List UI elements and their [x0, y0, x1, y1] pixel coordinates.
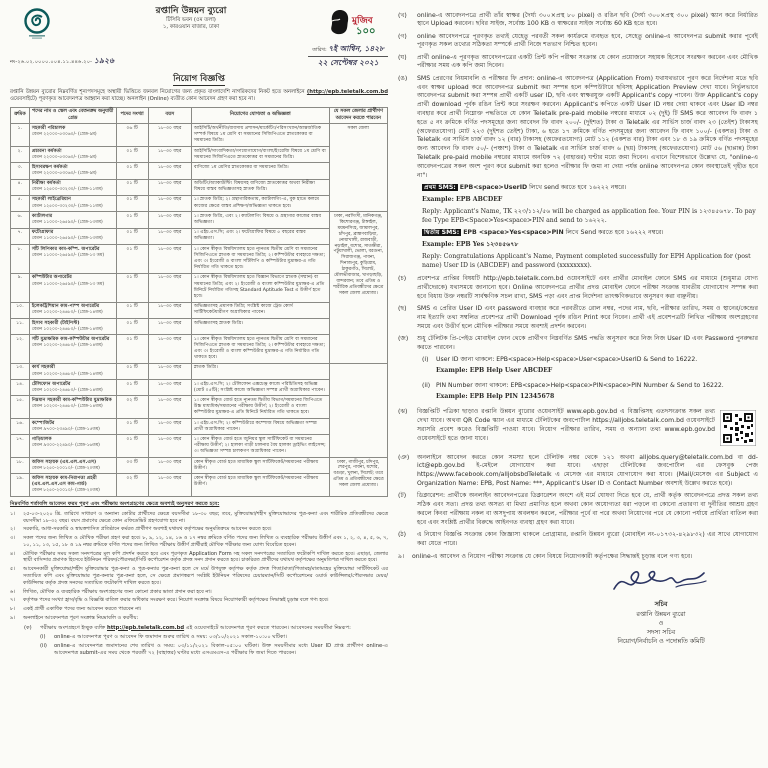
post-scale: বেতন ১২৫০০-৩০২৩০/- (গ্রেড-১১তম) [31, 203, 103, 209]
item-label: (জ) [398, 335, 409, 342]
cell-qualification: ১। কোন স্বীকৃত বোর্ড হতে ন্যূনতম দ্বিতীয় বিভাগ/সমমানের জিপিএতে উচ্চ মাধ্যমিক/সমমানের পরীক্ষায় উত্তীর্ণ; ২। ইংরেজী ও বাংলা কম্পিউটার মুদ্রাক্ষর-এ প্রতি মিনিটে নির্ধারিত গতি থাকতে হবে। [191, 396, 329, 419]
cell-qualification: অভিজ্ঞতাসহ স্নাতক ডিগ্রি। [191, 319, 329, 335]
cell-age: ১৮-৩০ বছর [148, 228, 191, 244]
sms-example-1: Example: EPB ABCDEF [422, 196, 503, 204]
memo-number-handwritten: ১৯২৬ [93, 56, 115, 65]
cell-serial: ৬. [11, 212, 30, 228]
condition-item [10, 566, 388, 587]
item-label: (ছ) [398, 305, 407, 313]
post-name: ইলেকট্রিশিয়ান কাম-পাম্প অপারেটর [31, 304, 100, 310]
first-sms-line [422, 184, 758, 193]
cell-qualification: ১। কোন স্বীকৃত বোর্ড হতে জুনিয়র স্কুল সার্টিফিকেট বা সমমানের পরীক্ষায় উত্তীর্ণ; ২। হালকা গাড়ী চালনার বৈধ হালকা ড্রাইভিং লাইসেন্স; ৩। অভিজ্ঞতা সম্পন্ন চালকগণ অগ্রাধিকার পাবেন। [191, 435, 329, 458]
sms-reply-1: Reply: Applicant's Name, TK ২২৩/১১২/৫৬ will be charged as application fee. Your PIN is ১২৩৪৫৬৭৮. To pay fee Type EPB<Space>Yes<space>PIN and send to ১৬২২২. [422, 208, 756, 225]
item-label: (ii) [422, 382, 431, 390]
rule-item [398, 12, 758, 30]
signature-block [576, 563, 746, 646]
condition-item [10, 526, 388, 533]
cell-age: ১৮-৩০ বছর [148, 147, 191, 163]
first-sms-label: প্রথম SMS: [424, 184, 456, 192]
cell-age: ১৮-৩০ বছর [148, 474, 191, 496]
condition-item [10, 589, 388, 596]
rule-item [398, 454, 758, 489]
item-label: (i) [40, 633, 46, 640]
item-label: ৯। [398, 552, 405, 560]
item-label: ১। [10, 510, 16, 517]
cell-age: ১৮-৩০ বছর [148, 419, 191, 435]
sms-reply-2: Reply: Congratulations Applicant's Name, Payment completed successfully for EPH Application for (post name) User ID is (ABCDEF) and password (xxxxxxxx). [422, 253, 751, 270]
item-label: (চ) [398, 275, 407, 283]
sms-example-2: Example: EPB Yes ১২৩৪৫৬৭৮ [422, 241, 519, 249]
apply-deadlines [24, 634, 388, 657]
cell-qualification: ১। এইচ.এস.সি; এবং ২। ফটোগ্রাফির বিষয়ে ৫ বছরের বাস্তব অভিজ্ঞতা। [191, 228, 329, 244]
item-text: online-এ আবেদনপত্রে প্রার্থী তাঁর স্বাক্ষর (দৈর্ঘ্য ৩০০×প্রস্থ ৮০ pixel) ও রঙিন ছবি (দৈর্ঘ্য ৩০০×প্রস্থ ৩০০ pixel) স্ক্যান করে নির্ধারিত স্থানে Upload করবেন। ছবির সাইজ, সর্বোচ্চ 100 KB ও স্বাক্ষরের সাইজ সর্বোচ্চ 60 KB হতে হবে। [417, 11, 758, 28]
cell-count: ০১ টি [116, 319, 148, 335]
org-name: রপ্তানি উন্নয়ন ব্যুরো [155, 6, 227, 16]
item-text: SMS এ প্রেরিত User ID এবং password ব্যবহার করে পরবর্তীতে রোল নম্বর, পদের নাম, ছবি, পরীক্ষার তারিখ, সময় ও স্থানের/কেন্দ্রের নাম ইত্যাদি তথ্য সম্বলিত প্রবেশপত্র প্রার্থী Download পূর্বক রঙিন Print করে নিবেন। প্রার্থী এই প্রবেশপত্রটি লিখিত পরীক্ষায় অংশগ্রহণের সময়ে এবং উত্তীর্ণ হলে মৌখিক পরীক্ষার সময়ে অবশ্যই প্রদর্শন করবেন। [417, 305, 758, 330]
cell-serial: ১৯. [11, 474, 30, 496]
cell-serial: ৮. [11, 245, 30, 274]
cell-districts: সকল জেলা [329, 124, 387, 212]
rules-items-a [398, 12, 758, 181]
cell-post-name [29, 458, 116, 474]
cell-serial: ১৮. [11, 458, 30, 474]
cell-count: ০১ টি [116, 228, 148, 244]
mujib-100: ১০০ [356, 26, 376, 37]
post-name: হিসাব সহকারী (টাইপিস্ট) [31, 320, 80, 326]
recovery-item [422, 356, 758, 379]
cell-age: ১৮-৩০ বছর [148, 273, 191, 302]
cell-qualification: ১। এইচ.এস.সি; ২। কম্পিউটারে কম্পোজ বিষয়ে অভিজ্ঞতা সম্পন্ন প্রার্থী অগ্রাধিকার পাবেন। [191, 419, 329, 435]
table-header-cell: নিয়োগের যোগ্যতা ও অভিজ্ঞতা [191, 107, 329, 124]
intro-paragraph [10, 89, 388, 104]
posts-table [10, 107, 388, 497]
website-qr-item [398, 408, 758, 450]
item-text: শুধু টেলিটক প্রি-পেইড মোবাইল ফোন থেকে প্রার্থীগণ নিম্নবর্ণিত SMS পদ্ধতি অনুসরণ করে নিজ নিজ User ID এবং Password পুনরুদ্ধার করতে পারবেন। [417, 335, 758, 351]
date-label: তারিখ: [312, 47, 327, 53]
org-address-line1: টিসিবি ভবন (৫ম তলা) [166, 16, 216, 23]
cell-qualification: অভিজ্ঞতাসহ প্রমাণক ডিগ্রি; সংশ্লিষ্ট কাজে ট্রেড কোর্স সার্টিফিকেটধারীগণ অগ্রাধিকার পাবেন। [191, 302, 329, 318]
table-row [11, 212, 388, 228]
epb-logo-icon [10, 4, 64, 41]
cell-serial: ২. [11, 147, 30, 163]
sms-example: Example: EPB Help PIN 12345678 [436, 392, 555, 400]
cell-serial: ৪. [11, 179, 30, 195]
condition-item [10, 535, 388, 549]
item-label: ৩। [10, 534, 16, 541]
cell-age: ১৮-৩০ বছর [148, 396, 191, 419]
cell-post-name [29, 380, 116, 396]
intro-text-post: ওয়েবসাইটে) পূরণকৃত আবেদনপত্র আহ্বান করা যাচ্ছে। অনলাইন (Online) ব্যতীত কোন আবেদন গ্রহণ করা হবে না। [10, 96, 255, 103]
item-text: একই প্রার্থী একাধিক পদের জন্য আবেদন করতে পারবেন না। [23, 605, 142, 612]
cell-age: ১৮-৩০ বছর [148, 380, 191, 396]
post-scale: বেতন ১১০০০-২৬৫৯০/- (গ্রেড-১৩তম) [31, 236, 103, 242]
cell-qualification: ১। কোন স্বীকৃত বিশ্ববিদ্যালয় হতে ন্যূনতম দ্বিতীয় শ্রেণি বা সমমানের সিজিপিএতে স্নাতক বা সমমানের ডিগ্রি; ২। কম্পিউটার ব্যবহারে দক্ষতা; এবং ৩। ইংরেজী ও বাংলা সাঁটলিপি ও কম্পিউটার মুদ্রাক্ষর-এ গতি নির্ধারিত গতি থাকতে হবে। [191, 245, 329, 274]
cell-age: ১৮-৩০ বছর [148, 319, 191, 335]
post-scale: বেতন ১০২০০-২৪৬৮০/- (গ্রেড-১৪তম) [31, 371, 103, 377]
post-scale: বেতন ১১০০০-২৬৫৯০/- (গ্রেড-১৩ তম) [31, 281, 105, 287]
cell-age: ১৮-৩০ বছর [148, 335, 191, 364]
cell-count: ০১ টি [116, 195, 148, 211]
post-scale: বেতন ১০২০০-২৪৬৮০/- (গ্রেড-১৪তম) [31, 342, 103, 348]
memo-date-row [10, 43, 388, 68]
sms-example: Example: EPB Help User ABCDEF [436, 366, 553, 374]
post-name: সাঁট লিপিকার কাম-কম্পি. অপারেটর [31, 246, 100, 252]
cell-post-name [29, 179, 116, 195]
item-label: (ট) [398, 492, 407, 500]
post-name: সহকারী পরিচালক [31, 125, 66, 131]
table-header-row [11, 107, 388, 124]
cell-count: ০৬ টি [116, 124, 148, 147]
post-scale: বেতন ১২৫০০-৩০২৩০/- (গ্রেড-১১তম) [31, 187, 103, 193]
post-scale: বেতন ৯৩০০-২২৪৯০/- (গ্রেড-১৬তম) [31, 443, 100, 449]
post-name: গাড়িচালক [31, 436, 52, 442]
item-label: ৪। [10, 550, 16, 557]
cell-count: ০১ টি [116, 273, 148, 302]
rule-item [398, 492, 758, 527]
first-sms-command: EPB<space>UserID [459, 184, 528, 192]
cell-count: ০২ টি [116, 396, 148, 419]
post-name: সহকারী লাইব্রেরিয়ান [31, 197, 71, 203]
cell-serial: ৫. [11, 195, 30, 211]
cell-qualification: আইসিটি/সাংবাদিকতা/গণযোগাযোগ/বাংলা/ইংরেজি বিষয়ে ১ম শ্রেণি বা সমমানের সিজিপিএতে স্নাতকোত্তর বা সমমানের ডিগ্রি। [191, 147, 329, 163]
item-label: (ঙ) [398, 74, 408, 82]
date-bengali: ৭ই আশ্বিন, ১৪২৮ [328, 44, 384, 53]
cell-post-name [29, 419, 116, 435]
table-row [11, 458, 388, 474]
cell-qualification: বাণিজ্যে ১ম শ্রেণির স্নাতকোত্তর বা সমমানের ডিগ্রি। [191, 163, 329, 179]
cell-count: ০১ টি [116, 380, 148, 396]
left-column [10, 4, 388, 659]
item-text: এ নিয়োগ বিজ্ঞপ্তি সংক্রান্ত কোন জিজ্ঞাসা থাকলে প্রোগ্রামার, রপ্তানি উন্নয়ন ব্যুরো (মোবাইল নং-০১৭৩২-৪২৯৮৩২) এর সাথে যোগাযোগ করা যেতে পারে। [417, 530, 758, 547]
item-text: সকল পদের জন্য লিখিত ও মৌখিক পরীক্ষা গ্রহণ করা হবে। ৮, ৯, ১২, ১৪, ১৬ ও ১৭ নম্বর ক্রমিকে বর্ণিত পদের জন্য লিখিত ও ব্যবহারিক পরীক্ষায় উত্তীর্ণ এবং ১, ২, ৩, ৪, ৫, ৬, ৭, ১০, ১১, ১৩, ১৫, ১৮ ও ১৯ নম্বর ক্রমিকে বর্ণিত পদের জন্য লিখিত পরীক্ষায় উত্তীর্ণ প্রার্থীরাই মৌখিক পরীক্ষার জন্য যোগ্য বিবেচিত হবেন। [23, 534, 388, 548]
item-label: ৫। [10, 566, 16, 573]
right-column [398, 8, 758, 646]
cell-post-name [29, 302, 116, 318]
post-scale: বেতন ২২০০০-৫৩০৬০/- (গ্রেড-৯ম) [31, 154, 97, 160]
final-decision-item [398, 553, 758, 562]
apply-text: পরীক্ষায় অংশগ্রহণে ইচ্ছুক ব্যক্তি http://epb.teletalk.com.bd এই ওয়েবসাইটে আবেদনপত্র পূরণ করতে পারবেন। আবেদনের সময়সীমা নিম্নরূপ: [40, 624, 351, 631]
cell-qualification: স্নাতক ডিগ্রি। [191, 363, 329, 379]
cell-serial: ১৭. [11, 435, 30, 458]
second-sms-label: দ্বিতীয় SMS: [424, 229, 460, 237]
cell-count: ০১ টি [116, 179, 148, 195]
cell-serial: ১৩. [11, 363, 30, 379]
table-header-cell: যে সকল জেলার প্রার্থীগণ আবেদন করতে পারবেন [329, 107, 387, 124]
cell-serial: ১২. [11, 335, 30, 364]
post-name: অফিস সহায়ক (এম.এল.এস.এস) [31, 459, 97, 465]
rule-item [398, 33, 758, 51]
cell-count: ০১ টি [116, 212, 148, 228]
signatory-conjunction: ও [658, 619, 664, 627]
notice-title: নিয়োগ বিজ্ঞপ্তি [173, 74, 225, 84]
item-text: বিজ্ঞপ্তিটি পত্রিকা ছাড়াও রপ্তানি উন্নয়ন ব্যুরোর ওয়েবসাইট www.epb.gov.bd এ বিজ্ঞপ্তিসহ এতদসংক্রান্ত সকল তথ্য দেখা যাবে। অথবা QR Code স্ক্যান এর মাধ্যমে টেলিটকের জবপোর্টাল https://alljobs.teletalk.com.bd ওয়েবসাইটে সরাসরি প্রবেশ করেও বিজ্ঞপ্তিটি পাওয়া যাবে। নিয়োগ পরীক্ষার তারিখ, সময় ও অন্যান্য তথ্য www.epb.gov.bd ওয়েবসাইটে হতে জানা যাবে। [417, 408, 715, 442]
post-name: নিম্নমান সহকারী কাম-কম্পিউটার মুদ্রাক্ষরিক [31, 397, 112, 403]
apply-deadline-item [40, 634, 388, 641]
table-header-cell: পদের নাম ও স্কেল এবং বেতনক্রম অনুযায়ী গ্রেড [29, 107, 116, 124]
item-text: কর্তৃপক্ষ পদের সংখ্যা হ্রাস/বৃদ্ধি ও বিজ্ঞপ্তি বাতিল করার অধিকার সংরক্ষণ করে। নিয়োগ সংক্রান্ত বিষয়ে নিয়োগকারী কর্তৃপক্ষের সিদ্ধান্তই চূড়ান্ত বলে গণ্য হবে। [23, 597, 329, 604]
cell-post-name [29, 147, 116, 163]
recovery-item [422, 382, 758, 405]
item-text: PIN Number জানা থাকলে: EPB<space>Help<space>PIN<space>PIN Number & Send to 16222. Example: EPB Help PIN 12345678 [436, 382, 758, 405]
post-scale: বেতন ৯৭০০-২৩৪৯০/- (গ্রেড-১৫তম) [31, 426, 100, 432]
item-text: সরকারি, আধা-সরকারি ও স্বায়ত্তশাসিত প্রতিষ্ঠানে কর্মরত প্রার্থীগণ অবশ্যই যথাযথ কর্তৃপক্ষের অনুমতিক্রমে আবেদন করতে হবে। [23, 526, 272, 533]
apply-heading [24, 625, 388, 632]
item-text: লিখিত, মৌখিক ও ব্যবহারিক পরীক্ষায় অংশগ্রহণের জন্য কোনো প্রকার ভাতা প্রদান করা হবে না। [23, 588, 212, 595]
sms-instructions [422, 184, 758, 271]
item-text: online-এ আবেদন ও নিয়োগ পরীক্ষা সংক্রান্ত যে কোন বিষয়ে নিয়োগকারী কর্তৃপক্ষের সিদ্ধান্তই চূড়ান্ত বলে গণ্য হবে। [412, 552, 693, 560]
cell-serial: ১. [11, 124, 30, 147]
rules-items-c [398, 454, 758, 549]
item-label: ২। [10, 526, 16, 533]
cell-post-name [29, 396, 116, 419]
cell-serial: ১৫. [11, 396, 30, 419]
signatory-committee: নিয়োগ/নির্বাচনি ও পদোন্নতি কমিটি [617, 637, 705, 645]
item-label: ৯। [10, 614, 16, 621]
cell-age: ১৮-৩০ বছর [148, 212, 191, 228]
date-gregorian: ২২ সেপ্টেম্বর ২০২১ [317, 57, 379, 67]
apply-deadline-item [40, 643, 388, 657]
condition-item [10, 511, 388, 525]
table-header-cell: বয়স [148, 107, 191, 124]
intro-text-pre: রপ্তানি উন্নয়ন ব্যুরোর নিম্নবর্ণিত শূন্যপদসমূহে অস্থায়ী ভিত্তিতে জনবল নিয়োগের জন্য প্রকৃত বাংলাদেশি নাগরিকদের নিকট হতে অনলাইনে [10, 89, 307, 95]
item-label: (খ) [398, 11, 407, 19]
cell-qualification: ১। স্নাতক ডিগ্রি; ২। গ্রন্থাগারিকতায়, ক্যাটালগিং-এ, বুক হাতে কলমে কাজের ক্ষেত্রে বাস্তব প্রশিক্ষণ/অভিজ্ঞতা থাকতে হবে। [191, 195, 329, 211]
post-name: হিসাবরক্ষণ কর্মকর্তা [31, 164, 68, 170]
post-scale: বেতন ১০২০০-২৪৬৮০/- (গ্রেড-১৪তম) [31, 404, 103, 410]
cell-count: ০১ টি [116, 335, 148, 364]
cell-count: ০১ টি [116, 245, 148, 274]
post-scale: বেতন ১১০০০-২৬৫৯০/- (গ্রেড-১৩ তম) [31, 252, 105, 258]
post-scale: বেতন ২২০০০-৫৩০৬০/- (গ্রেড-৯ম) [31, 132, 97, 138]
cell-qualification: আইসিটি/অর্থনীতি/ব্যবসায় প্রশাসন/মার্কেটিং/পরিসংখ্যান/আন্তর্জাতিক সম্পর্ক বিষয়ে ১ম শ্রেণি বা সমমানের সিজিপিএতে স্নাতকোত্তর বা সমমানের ডিগ্রি। [191, 124, 329, 147]
first-sms-rest: লিখে send করতে হবে ১৬২২২ নম্বরে। [527, 184, 627, 192]
org-header [64, 4, 318, 31]
item-text: ২৫-০৩-২০২০ খ্রি. তারিখে সাধারণ ও অন্যান্য কোটার প্রার্থীদের ক্ষেত্রে বয়সসীমা ১৮-৩০ বছর; তবে, মুক্তিযোদ্ধা/শহীদ মুক্তিযোদ্ধাদের পুত্র-কন্যা এবং শারীরিক প্রতিবন্ধীদের ক্ষেত্রে বয়সসীমা ১৮-৩২ বছর। বয়স প্রমাণের ক্ষেত্রে কোন এফিডেভিট গ্রহণযোগ্য হবে না। [23, 510, 388, 524]
cell-count: ০২ টি [116, 474, 148, 496]
cell-post-name [29, 163, 116, 179]
cell-age: ১৮-৩০ বছর [148, 195, 191, 211]
posts-table-body [11, 107, 388, 496]
cell-count: ০১ টি [116, 147, 148, 163]
post-name: কম্পিউটার অপারেটর [31, 275, 72, 281]
item-text: online আবেদনপত্রে পূরণকৃত তথ্যই যেহেতু পরবর্তী সকল কার্যক্রমে ব্যবহৃত হবে, সেহেতু online-এ আবেদনপত্র submit করার পূর্বেই পূরণকৃত সকল তথ্যের সঠিকতা সম্পর্কে প্রার্থী নিজে শতভাগ নিশ্চিত হবেন। [417, 32, 758, 49]
cell-count: ০১ টি [116, 302, 148, 318]
date-block [308, 43, 388, 68]
cell-post-name [29, 435, 116, 458]
apply-label: (ক) [24, 624, 32, 631]
cell-age: ১৮-৩০ বছর [148, 435, 191, 458]
item-text: আবেদনকারী মুক্তিযোদ্ধা/শহীদ মুক্তিযোদ্ধার পুত্র-কন্যা ও পুত্র-কন্যার পুত্র-কন্যা হলে সে মর্মে উপযুক্ত কর্তৃপক্ষ কর্তৃক প্রদত্ত পিতা/মাতা/পিতামহ/মাতামহের মুক্তিযোদ্ধা সার্টিফিকেট এর সত্যায়িত কপি এবং মুক্তিযোদ্ধার পুত্র-কন্যার পুত্র-কন্যা হলে, সে ক্ষেত্রে প্রমাণস্বরূপ সংশ্লিষ্ট ইউনিয়ন পরিষদের চেয়ারম্যান/সিটি কর্পোরেশনের ওয়ার্ড কাউন্সিলর/পৌরসভার মেয়র/কাউন্সিলর কর্তৃক প্রদত্ত সনদের সত্যায়িত ফটোকপি দাখিল করতে হবে। [23, 566, 388, 586]
application-url: (http://epb.teletalk.com.bd [306, 89, 388, 95]
item-label: ৮। [10, 605, 16, 612]
memo-number-printed: নং-২৬.০২.০০০০.০০৪.১১.৪৪৬.২০- [10, 59, 93, 65]
rule-item [398, 335, 758, 353]
post-scale: বেতন ১০২০০-২৪৬৮০/- (গ্রেড-১৪তম) [31, 310, 103, 316]
item-text: প্রার্থী online-এ পূরণকৃত আবেদনপত্রের একটি প্রিন্ট কপি পরীক্ষা সংক্রান্ত যে কোন প্রয়োজনে সহায়ক হিসেবে সংরক্ষণ করবেন এবং মৌখিক পরীক্ষার সময় এক কপি জমা দিবেন। [417, 53, 758, 70]
condition-item [10, 615, 388, 622]
cell-qualification: ১। কোন স্বীকৃত বিশ্ববিদ্যালয় হতে বিজ্ঞান বিভাগে স্নাতক (সম্মান) বা সমমানের ডিগ্রি; এবং ২। ইংরেজী ও বাংলা কম্পিউটার মুদ্রাক্ষর-এ প্রতি মিনিটে নির্ধারিত গতিসহ Standard Aptitude Test এ উত্তীর্ণ হতে হবে। [191, 273, 329, 302]
memo-number [10, 56, 114, 68]
item-label: ৬। [10, 588, 16, 595]
item-label: (ঝ) [398, 408, 408, 416]
cell-serial: ৩. [11, 163, 30, 179]
cell-districts [329, 363, 387, 457]
signatory-role: সচিব [654, 601, 668, 609]
post-name: ফটোগ্রাফার [31, 230, 54, 236]
cell-serial: ১৬. [11, 419, 30, 435]
item-label: (i) [422, 356, 429, 364]
condition-item [10, 551, 388, 565]
qr-code-icon [720, 408, 758, 450]
userid-recovery-list [398, 356, 758, 405]
cell-serial: ১৪. [11, 380, 30, 396]
second-sms-command: EPB <space>Yes<space>PIN [463, 229, 564, 237]
signatory-org: রপ্তানি উন্নয়ন ব্যুরো [636, 610, 686, 618]
rule-item [398, 75, 758, 181]
cell-post-name [29, 319, 116, 335]
item-text: online-এ আবেদনপত্র জমাদানের শেষ তারিখ ও সময়: ০৩/১১/২০২১ বিকাল-০৫:০০ ঘটিকা। উক্ত সময়সীমার মধ্যে User ID প্রাপ্ত প্রার্থীগণ online-এ আবেদনপত্র submit-এর সময় থেকে পরবর্তী ৭২ (বাহাত্তর) ঘণ্টার মধ্যে এসএমএস-এ পরীক্ষার ফি জমা দিতে পারবেন। [54, 642, 388, 656]
second-sms-line [422, 229, 758, 238]
item-label: (ঞ) [398, 453, 410, 461]
cell-age: ১৮-৩০ বছর [148, 163, 191, 179]
table-header-cell: ক্রমিক [11, 107, 30, 124]
cell-qualification: ১। এইচ.এস.সি; ২। টেলিফোন এক্সচেঞ্জ কাজে পরিচিতিসহ অভিজ্ঞ (মোট ০৫টি); সংশ্লিষ্ট কাজে অভিজ্ঞতা সম্পন্ন প্রার্থী অগ্রাধিকার পাবেন। [191, 380, 329, 396]
post-name: কম্পোজিটর [31, 420, 55, 426]
cell-post-name [29, 212, 116, 228]
cell-age: ১৮-৩০ বছর [148, 245, 191, 274]
cell-post-name [29, 195, 116, 211]
cell-count: ০৩ টি [116, 458, 148, 474]
post-name: ক্যাটালগার [31, 213, 53, 219]
cell-post-name [29, 273, 116, 302]
rule-item [398, 275, 758, 301]
cell-post-name [29, 363, 116, 379]
item-text: প্রবেশপত্র প্রাপ্তির বিষয়টি http://epb.teletalk.com.bd ওয়েবসাইটে এবং প্রার্থীর মোবাইল ফোনে SMS এর মাধ্যমে (শুধুমাত্র যোগ্য প্রার্থীদেরকে) যথাসময়ে জানানো হবে। Online আবেদনপত্রে প্রার্থীর প্রদত্ত মোবাইল ফোনে পরীক্ষা সংক্রান্ত যাবতীয় যোগাযোগ সম্পন্ন করা হবে বিধায় উক্ত নম্বরটি সার্বক্ষণিক সচল রাখা, SMS পড়া এবং প্রাপ্ত নির্দেশনা তাৎক্ষণিকভাবে অনুসরণ করা বাঞ্ছনীয়। [417, 275, 758, 300]
rule-item [398, 305, 758, 331]
cell-post-name [29, 124, 116, 147]
cell-post-name [29, 245, 116, 274]
conditions-heading: নিম্নবর্ণিত শর্তাবলি আবেদন ফরম পূরণ এবং পরীক্ষায় অংশগ্রহণের ক্ষেত্রে অবশ্যই অনুসরণ করতে হবে: [10, 500, 220, 507]
cell-districts: ঢাকা, গাজীপুর, চাঁদপুর, শেরপুর, পাবনা, যশোর, বগুড়া, খুলনা, সিলেট; তবে এতিম ও প্রতিবন্ধীদের ক্ষেত্রে সকল জেলা প্রযোজ্য। [329, 458, 387, 497]
item-text: অনলাইনে আবেদন করতে কোন সমস্যা হলে টেলিটক নম্বর থেকে ১২১ অথবা alljobs.query@teletalk.com.bd বা dd-ict@epb.gov.bd ই-মেইলে যোগাযোগ করা যাবে। এছাড়া টেলিটকের জবপোর্টাল এর ফেসবুক পেজ https://www.facebook.com/alljobsbdTeletalk এ মেসেজ এর মাধ্যমে যোগাযোগ করা যাবে। (Mail/মেসেজ এর Subject এ Organization Name: EPB, Post Name: ***, Applicant's User ID ও Contact Number অবশ্যই উল্লেখ করতে হবে)। [417, 453, 758, 487]
cell-age: ১৮-৩০ বছর [148, 302, 191, 318]
condition-item [10, 606, 388, 613]
cell-post-name [29, 474, 116, 496]
item-label: (ii) [40, 642, 47, 649]
item-text: ডিক্লারেশন: প্রার্থীকে অনলাইন আবেদনপত্রের ডিক্লারেশন অংশে এই মর্মে ঘোষণা দিতে হবে যে, প্রার্থী কর্তৃক আবেদনপত্রে প্রদত্ত সকল তথ্য সঠিক এবং সত্য। প্রদত্ত তথ্য অসত্য বা মিথ্যা প্রমাণিত হলে অথবা কোন অযোগ্যতা ধরা পড়লে বা কোনো প্রতারণা বা দুর্নীতির আশ্রয় গ্রহণ করলে কিংবা পরীক্ষায় নকল বা অসদুপায় অবলম্বন করলে, পরীক্ষার পূর্বে বা পরে অথবা নিয়োগের পরে যে কোনো পর্যায়ে প্রার্থিতা বাতিল করা হবে এবং সংশ্লিষ্ট প্রার্থীর বিরুদ্ধে আইনগত ব্যবস্থা গ্রহণ করা যাবে। [417, 492, 758, 526]
cell-qualification: কোন স্বীকৃত বোর্ড হতে মাধ্যমিক স্কুল সার্টিফিকেট/সমমানের পরীক্ষায় উত্তীর্ণ। [191, 474, 329, 496]
cell-serial: ১০. [11, 302, 30, 318]
org-address-line2: ১, কারওয়ান বাজার, ঢাকা [162, 24, 220, 31]
cell-qualification: ১। স্নাতক ডিগ্রি, এবং ২। ক্যাটালগিং বিষয়ে ও গ্রন্থাগার কাজের বাস্তব অভিজ্ঞতা। [191, 212, 329, 228]
second-sms-rest: লিখে Send করতে হবে ১৬২২২ নম্বরে। [563, 229, 664, 237]
post-scale: বেতন ১০২০০-২৪৬৮০/- (গ্রেড-১৪তম) [31, 387, 103, 393]
table-header-cell: পদের সংখ্যা [116, 107, 148, 124]
post-name: কার্য সহকারী [31, 365, 55, 371]
rule-item [398, 531, 758, 549]
post-scale: বেতন ২২০০০-৫৩০৬০/- (গ্রেড-৯ম) [31, 171, 97, 177]
cell-count: ০১ টি [116, 363, 148, 379]
mujib-word: মুজিব [352, 16, 373, 26]
cell-age: ১৮-৩০ বছর [148, 363, 191, 379]
apply-url: http://epb.teletalk.com.bd [107, 624, 185, 631]
cell-qualification: কোন স্বীকৃত বোর্ড হতে মাধ্যমিক স্কুল সার্টিফিকেট/সমমানের পরীক্ষায় উত্তীর্ণ। [191, 458, 329, 474]
rules-items-b [398, 275, 758, 352]
cell-serial: ৯. [11, 273, 30, 302]
item-label: (ঘ) [398, 53, 407, 61]
table-row [11, 124, 388, 147]
cell-age: ১৮-৩০ বছর [148, 179, 191, 195]
item-label: (ঠ) [398, 530, 407, 538]
letterhead [10, 4, 388, 41]
cell-count: ০১ টি [116, 435, 148, 458]
item-text: SMS প্রেরণের নিয়মাবলি ও পরীক্ষার ফি প্রদান: online-এ আবেদনপত্র (Application From) যথাযথভাবে পূরণ করে নির্দেশনা মতে ছবি এবং স্বাক্ষর upload করে আবেদনপত্র submit করা সম্পন্ন হলে কম্পিউটারে ছবিসহ Application Preview দেখা যাবে। নির্ভুলভাবে আবেদনপত্র submit করা সম্পন্ন প্রার্থী একটি user ID, ছবি এবং স্বাক্ষরযুক্ত একটি Applicant's copy পাবেন। উক্ত Applicant's copy প্রার্থী download পূর্বক রঙিন প্রিন্ট করে সংরক্ষণ করবেন। Applicant's কপিতে একটি User ID নম্বর দেয়া থাকবে এবং User ID নম্বর ব্যবহার করে প্রার্থী নিম্নোক্ত পদ্ধতিতে যে কোন Teletalk pre-paid mobile নম্বরের মাধ্যমে ০২ (দুই) টি SMS করে আবেদন ফি বাবদ ১ হতে ৫ নং ক্রমিকে বর্ণিত পদসমূহের জন্য আবেদন ফি বাবদ ২০০/- (দুইশত) টাকা ও Teletalk এর সার্ভিস চার্জ বাবদ ২৩ (তেইশ) টাকাসহ (অফেরতযোগ্য) মোট ২২৩ (দুইশত তেইশ) টাকা, ৬ হতে ১৭ ক্রমিকে বর্ণিত পদসমূহের জন্য আবেদন ফি বাবদ ১০০/- (একশত) টাকা ও Teletalk এর সার্ভিস চার্জ বাবদ ১২ (বার) টাকাসহ (অফেরতযোগ্য) মোট ১১২ (একশত বার) টাকা এবং ১৮ ও ১৯ ক্রমিকে বর্ণিত পদসমূহের জন্য আবেদন ফি বাবদ ৫০/- (পঞ্চাশ) টাকা ও Teletalk এর সার্ভিস চার্জ বাবদ ৬ (ছয়) টাকাসহ (অফেরতযোগ্য) মোট ৫৬ (ছাপ্পান্ন) টাকা Teletalk pre-paid mobile নম্বরের মাধ্যমে অনধিক ৭২ (বাহাত্তর) ঘণ্টার মধ্যে জমা দিবেন। এখানে বিশেষভাবে উল্লেখ্য যে, "online-এ আবেদনপত্রের সকল অংশ পূরণ করে submit করা হলেও পরীক্ষার ফি জমা না দেয়া পর্যন্ত online আবেদনপত্র কোন অবস্থাতেই গৃহীত হবে না"। [417, 74, 759, 179]
post-scale: বেতন ৮২৫০-২০০১০/- (গ্রেড-২০তম) [31, 488, 100, 494]
cell-serial: ৭. [11, 228, 30, 244]
cell-post-name [29, 335, 116, 364]
item-text: মৌখিক পরীক্ষার সময় সকল সনদপত্রের মূল কপি প্রদর্শন করতে হবে এবং পূরণকৃত Application Form সহ সকল সনদপত্রের সত্যায়িত ফটোকপি দাখিল করতে হবে। এছাড়া, জেলার স্থায়ী বাসিন্দার প্রমাণক হিসেবে ইউনিয়ন পরিষদ/পৌরসভা/সিটি কর্পোরেশন কর্তৃক প্রদত্ত সনদ প্রদান করতে হবে। চাকরিরত প্রার্থীদের যথাযথ কর্তৃপক্ষের অনুমতিপত্র দাখিল করতে হবে। [23, 550, 388, 564]
cell-districts: ঢাকা, নরসিংদী, মানিকগঞ্জ, কিশোরগঞ্জ, টাঙ্গাইল, ময়মনসিংহ, জামালপুর, চাঁদপুর, ব্রাহ্মণবাড়িয়া, নোয়াখালী, রাজবাড়ী, নড়াইল, যশোর, সাতক্ষীরা, পটুয়াখালী, ভোলা, বরগুনা, সিরাজগঞ্জ, পাবনা, দিনাজপুর, কুড়িগ্রাম, ঠাকুরগাঁও, সিলেট, মৌলভীবাজার, খাগড়াছড়ি, বান্দরবান; তবে এতিম ও শারীরিক প্রতিবন্ধীদের ক্ষেত্রে সকল জেলা প্রযোজ্য। [329, 212, 387, 364]
post-name: টেলিফোন অপারেটর [31, 381, 71, 387]
item-text: অনলাইনে আবেদনপত্র পূরণ সংক্রান্ত নিয়মাবলি ও করণীয়: [23, 614, 139, 621]
item-text: online-এ আবেদনপত্র পূরণ ও আবেদন ফি জমাদান শুরুর তারিখ ও সময়: ০৩/১০/২০২১ সকাল-১০:০০ ঘটিকা। [54, 633, 287, 640]
item-text: User ID জানা থাকলে: EPB<space>Help<space>User<space>UserID & Send to 16222. Example: EPB Help User ABCDEF [436, 356, 758, 379]
cell-qualification: ১। কোন স্বীকৃত বিশ্ববিদ্যালয় হতে ন্যূনতম দ্বিতীয় শ্রেণি বা সমমানের সিজিপিএতে স্নাতক বা সমমানের ডিগ্রি; ২। কম্পিউটার ব্যবহারে দক্ষতা; এবং ৩। ইংরেজী ও বাংলা কম্পিউটার মুদ্রাক্ষর-এ গতি নির্ধারিত গতি থাকতে হবে। [191, 335, 329, 364]
cell-qualification: অডিটিং/অ্যাকাউন্টিং বিষয়সহ বাণিজ্যে স্নাতকোত্তর অথবা নিরীক্ষা বিষয়ে বাস্তব অভিজ্ঞতাসহ স্নাতক ডিগ্রি। [191, 179, 329, 195]
cell-post-name [29, 228, 116, 244]
post-name: অফিস সহায়ক কাম-নিরাপত্তা প্রহরী (এম.এল.এস.এস কাম-গার্ড) [31, 475, 97, 488]
condition-item [10, 597, 388, 604]
cell-age: ১৮-৩০ বছর [148, 124, 191, 147]
post-name: সাঁট মুদ্রাক্ষরিক কাম-কম্পিউটার অপারেটর [31, 336, 110, 342]
signatory-role-2: সদস্য সচিব [646, 628, 676, 636]
cell-count: ০১ টি [116, 163, 148, 179]
mujib-100-logo-icon [318, 4, 388, 40]
post-scale: বেতন ১০২০০-২৪৬৮০/- (গ্রেড-১৪তম) [31, 326, 103, 332]
table-row [11, 363, 388, 379]
apply-section [10, 625, 388, 658]
post-name: নিরীক্ষা কর্মকর্তা [31, 181, 61, 186]
cell-age: ১৮-৩০ বছর [148, 458, 191, 474]
item-label: (গ) [398, 32, 407, 40]
post-scale: বেতন ৮২৫০-২০০১০/- (গ্রেড-২০তম) [31, 465, 100, 471]
rule-item [398, 54, 758, 72]
conditions-list [10, 511, 388, 622]
cell-serial: ১১. [11, 319, 30, 335]
post-scale: বেতন ১১০০০-২৬৫৯০/- (গ্রেড-১৩তম) [31, 220, 103, 226]
item-label: ৭। [10, 597, 16, 604]
signature-icon [606, 563, 716, 597]
cell-count: ০১ টি [116, 419, 148, 435]
post-name: প্রচারনা কর্মকর্তা [31, 148, 62, 154]
